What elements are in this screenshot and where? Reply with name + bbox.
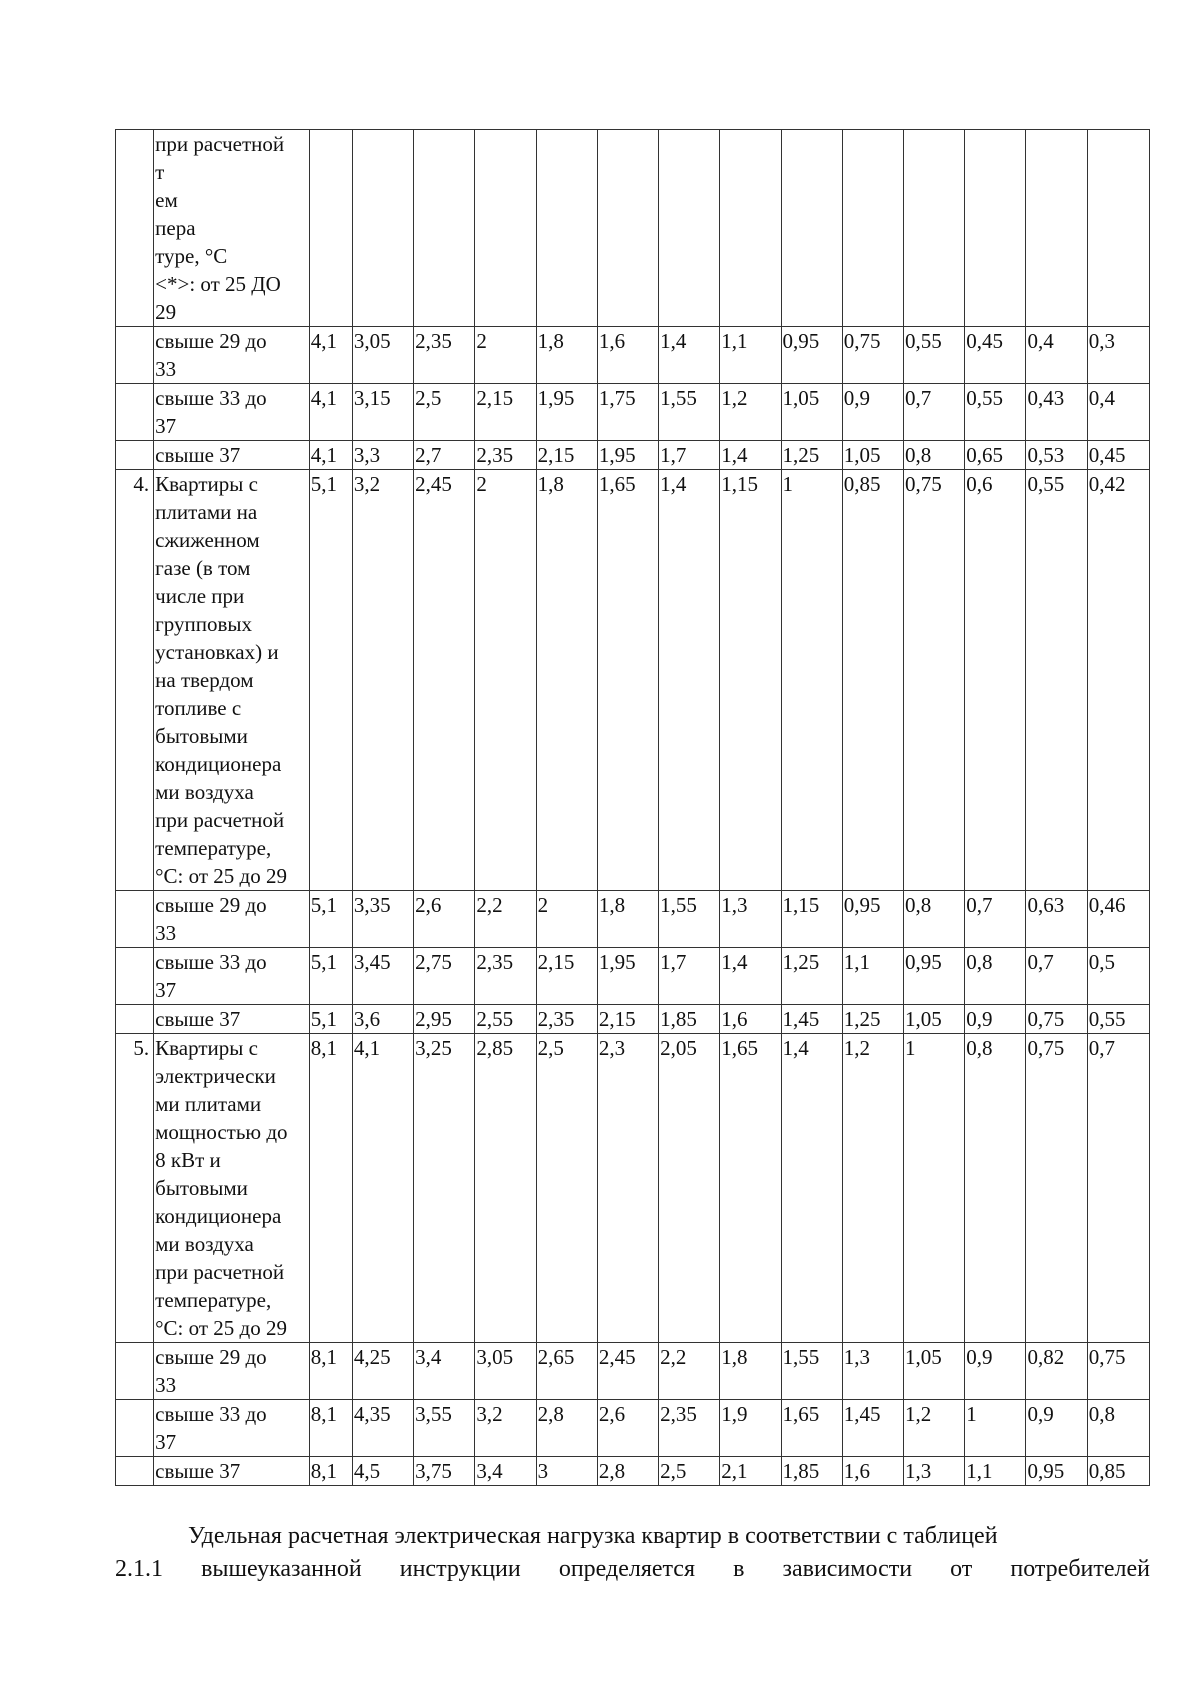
value-cell xyxy=(536,130,597,327)
table-row xyxy=(116,948,1150,1005)
value-cell: 2,15 xyxy=(536,441,597,470)
value-cell: 0,7 xyxy=(904,384,965,441)
value-cell xyxy=(965,130,1026,327)
value-cell: 1,85 xyxy=(781,1457,842,1486)
value-cell: 0,95 xyxy=(1026,1457,1087,1486)
table-row xyxy=(116,1400,1150,1457)
value-cell: 0,5 xyxy=(1087,948,1149,1005)
value-cell: 5,1 xyxy=(309,1005,352,1034)
value-cell: 1 xyxy=(904,1034,965,1343)
value-cell xyxy=(309,130,352,327)
row-number-cell xyxy=(116,130,154,327)
value-cell: 1,6 xyxy=(842,1457,903,1486)
value-cell: 1 xyxy=(965,1400,1026,1457)
value-cell: 0,55 xyxy=(1026,470,1087,891)
table-row xyxy=(116,891,1150,948)
value-cell: 0,95 xyxy=(904,948,965,1005)
value-cell: 1,05 xyxy=(904,1005,965,1034)
value-cell: 0,55 xyxy=(1087,1005,1149,1034)
value-cell: 0,9 xyxy=(1026,1400,1087,1457)
value-cell: 2 xyxy=(475,470,536,891)
value-cell: 8,1 xyxy=(309,1343,352,1400)
value-cell: 1,7 xyxy=(659,948,720,1005)
value-cell: 0,95 xyxy=(781,327,842,384)
value-cell: 3,4 xyxy=(475,1457,536,1486)
row-number-cell xyxy=(116,891,154,948)
value-cell xyxy=(352,130,413,327)
value-cell: 3,25 xyxy=(414,1034,475,1343)
value-cell: 1,4 xyxy=(720,948,781,1005)
value-cell: 2,6 xyxy=(414,891,475,948)
value-cell: 1,1 xyxy=(965,1457,1026,1486)
table-row xyxy=(116,441,1150,470)
table-row xyxy=(116,327,1150,384)
value-cell: 0,3 xyxy=(1087,327,1149,384)
row-number-cell xyxy=(116,441,154,470)
table-row xyxy=(116,1034,1150,1343)
value-cell: 2,1 xyxy=(720,1457,781,1486)
value-cell: 1,05 xyxy=(842,441,903,470)
value-cell: 1,15 xyxy=(781,891,842,948)
value-cell: 1,15 xyxy=(720,470,781,891)
value-cell: 1,2 xyxy=(842,1034,903,1343)
value-cell: 1,3 xyxy=(720,891,781,948)
row-label-cell: свыше 29 до 33 xyxy=(154,1343,310,1400)
value-cell: 1,8 xyxy=(536,327,597,384)
value-cell: 1,1 xyxy=(842,948,903,1005)
value-cell: 2,5 xyxy=(659,1457,720,1486)
value-cell: 1,2 xyxy=(904,1400,965,1457)
table-row xyxy=(116,1457,1150,1486)
value-cell xyxy=(842,130,903,327)
value-cell: 3,3 xyxy=(352,441,413,470)
row-number-cell xyxy=(116,1005,154,1034)
value-cell xyxy=(1087,130,1149,327)
value-cell: 0,42 xyxy=(1087,470,1149,891)
table-row xyxy=(116,470,1150,891)
row-label-cell: свыше 33 до 37 xyxy=(154,1400,310,1457)
value-cell: 0,7 xyxy=(1087,1034,1149,1343)
value-cell: 0,7 xyxy=(1026,948,1087,1005)
value-cell: 4,1 xyxy=(352,1034,413,1343)
row-number-cell: 5. xyxy=(116,1034,154,1343)
value-cell: 2,45 xyxy=(597,1343,658,1400)
paragraph-line-2: 2.1.1 вышеуказанной инструкции определяется в зависимости от потребителей xyxy=(115,1556,1150,1582)
value-cell: 3,75 xyxy=(414,1457,475,1486)
value-cell: 2,85 xyxy=(475,1034,536,1343)
value-cell xyxy=(904,130,965,327)
value-cell: 4,5 xyxy=(352,1457,413,1486)
value-cell: 2,75 xyxy=(414,948,475,1005)
value-cell: 0,75 xyxy=(1026,1034,1087,1343)
value-cell: 2,15 xyxy=(536,948,597,1005)
value-cell: 1,3 xyxy=(842,1343,903,1400)
value-cell: 0,8 xyxy=(904,891,965,948)
value-cell: 0,4 xyxy=(1087,384,1149,441)
value-cell: 3,6 xyxy=(352,1005,413,1034)
value-cell: 2,45 xyxy=(414,470,475,891)
value-cell: 3,05 xyxy=(475,1343,536,1400)
value-cell: 2,7 xyxy=(414,441,475,470)
value-cell: 0,9 xyxy=(842,384,903,441)
value-cell: 1,65 xyxy=(720,1034,781,1343)
value-cell: 2 xyxy=(536,891,597,948)
value-cell: 2 xyxy=(475,327,536,384)
value-cell: 1,3 xyxy=(904,1457,965,1486)
table-row xyxy=(116,1005,1150,1034)
value-cell: 1,4 xyxy=(659,470,720,891)
value-cell: 0,46 xyxy=(1087,891,1149,948)
value-cell: 1,65 xyxy=(597,470,658,891)
row-number-cell xyxy=(116,1400,154,1457)
value-cell: 4,1 xyxy=(309,384,352,441)
value-cell: 2,2 xyxy=(659,1343,720,1400)
value-cell: 2,15 xyxy=(597,1005,658,1034)
row-label-cell: свыше 29 до 33 xyxy=(154,891,310,948)
value-cell: 1,95 xyxy=(597,948,658,1005)
value-cell: 0,8 xyxy=(904,441,965,470)
value-cell: 0,7 xyxy=(965,891,1026,948)
value-cell: 5,1 xyxy=(309,948,352,1005)
value-cell: 0,75 xyxy=(1026,1005,1087,1034)
value-cell: 2,5 xyxy=(414,384,475,441)
value-cell: 2,95 xyxy=(414,1005,475,1034)
value-cell: 2,2 xyxy=(475,891,536,948)
value-cell: 2,35 xyxy=(659,1400,720,1457)
value-cell: 0,63 xyxy=(1026,891,1087,948)
row-number-cell xyxy=(116,384,154,441)
value-cell: 1,6 xyxy=(597,327,658,384)
value-cell: 3,05 xyxy=(352,327,413,384)
row-number-cell xyxy=(116,1457,154,1486)
value-cell: 2,35 xyxy=(414,327,475,384)
value-cell: 0,85 xyxy=(842,470,903,891)
value-cell: 0,55 xyxy=(904,327,965,384)
value-cell: 2,3 xyxy=(597,1034,658,1343)
load-table xyxy=(115,129,1150,1486)
value-cell: 2,6 xyxy=(597,1400,658,1457)
value-cell: 2,8 xyxy=(597,1457,658,1486)
value-cell xyxy=(659,130,720,327)
value-cell: 1,45 xyxy=(842,1400,903,1457)
value-cell: 1,45 xyxy=(781,1005,842,1034)
value-cell: 0,45 xyxy=(1087,441,1149,470)
row-label-cell: Квартиры с плитами на сжиженном газе (в том числе при групповых установках) и на твердом топливе с бытовыми кондиционера ми воздуха при расчетной температуре, °С: от 25 до 29 xyxy=(154,470,310,891)
value-cell: 0,45 xyxy=(965,327,1026,384)
value-cell: 1,25 xyxy=(781,441,842,470)
value-cell: 0,8 xyxy=(965,948,1026,1005)
value-cell: 1,25 xyxy=(842,1005,903,1034)
table-row xyxy=(116,384,1150,441)
value-cell: 5,1 xyxy=(309,891,352,948)
value-cell: 1,7 xyxy=(659,441,720,470)
value-cell: 4,1 xyxy=(309,441,352,470)
value-cell: 1 xyxy=(781,470,842,891)
value-cell xyxy=(475,130,536,327)
value-cell: 2,35 xyxy=(475,948,536,1005)
row-label-cell: свыше 37 xyxy=(154,1457,310,1486)
value-cell: 1,75 xyxy=(597,384,658,441)
table-row xyxy=(116,1343,1150,1400)
table-body xyxy=(116,130,1150,1486)
value-cell: 0,75 xyxy=(842,327,903,384)
value-cell: 1,8 xyxy=(720,1343,781,1400)
value-cell: 3,15 xyxy=(352,384,413,441)
value-cell: 4,1 xyxy=(309,327,352,384)
value-cell: 1,8 xyxy=(536,470,597,891)
value-cell: 0,8 xyxy=(965,1034,1026,1343)
value-cell: 8,1 xyxy=(309,1034,352,1343)
value-cell: 1,9 xyxy=(720,1400,781,1457)
value-cell: 1,2 xyxy=(720,384,781,441)
value-cell: 3,55 xyxy=(414,1400,475,1457)
value-cell: 0,4 xyxy=(1026,327,1087,384)
value-cell: 0,85 xyxy=(1087,1457,1149,1486)
value-cell xyxy=(597,130,658,327)
value-cell: 0,55 xyxy=(965,384,1026,441)
value-cell xyxy=(720,130,781,327)
value-cell: 0,6 xyxy=(965,470,1026,891)
value-cell: 3,35 xyxy=(352,891,413,948)
value-cell: 5,1 xyxy=(309,470,352,891)
value-cell: 2,15 xyxy=(475,384,536,441)
row-label-cell: свыше 37 xyxy=(154,441,310,470)
row-label-cell: свыше 33 до 37 xyxy=(154,384,310,441)
value-cell: 8,1 xyxy=(309,1400,352,1457)
value-cell: 1,55 xyxy=(659,891,720,948)
value-cell xyxy=(414,130,475,327)
value-cell: 2,65 xyxy=(536,1343,597,1400)
value-cell xyxy=(1026,130,1087,327)
value-cell: 0,9 xyxy=(965,1343,1026,1400)
row-label-cell: при расчетной т ем пера туре, °С <*>: от 25 ДО 29 xyxy=(154,130,310,327)
value-cell: 4,35 xyxy=(352,1400,413,1457)
value-cell: 1,55 xyxy=(781,1343,842,1400)
value-cell: 3,2 xyxy=(352,470,413,891)
value-cell: 1,4 xyxy=(659,327,720,384)
row-label-cell: свыше 33 до 37 xyxy=(154,948,310,1005)
value-cell: 1,95 xyxy=(597,441,658,470)
row-number-cell xyxy=(116,948,154,1005)
value-cell: 1,95 xyxy=(536,384,597,441)
value-cell: 8,1 xyxy=(309,1457,352,1486)
value-cell: 2,35 xyxy=(536,1005,597,1034)
value-cell xyxy=(781,130,842,327)
value-cell: 1,55 xyxy=(659,384,720,441)
value-cell: 0,75 xyxy=(1087,1343,1149,1400)
row-label-cell: свыше 37 xyxy=(154,1005,310,1034)
value-cell: 0,65 xyxy=(965,441,1026,470)
value-cell: 3,2 xyxy=(475,1400,536,1457)
value-cell: 3,45 xyxy=(352,948,413,1005)
row-label-cell: Квартиры с электрически ми плитами мощностью до 8 кВт и бытовыми кондиционера ми воздуха при расчетной температуре, °С: от 25 до 29 xyxy=(154,1034,310,1343)
value-cell: 2,05 xyxy=(659,1034,720,1343)
value-cell: 3 xyxy=(536,1457,597,1486)
value-cell: 0,75 xyxy=(904,470,965,891)
value-cell: 2,55 xyxy=(475,1005,536,1034)
row-number-cell xyxy=(116,1343,154,1400)
value-cell: 1,4 xyxy=(720,441,781,470)
paragraph-line-1: Удельная расчетная электрическая нагрузка квартир в соответствии с таблицей xyxy=(188,1523,998,1549)
value-cell: 0,82 xyxy=(1026,1343,1087,1400)
value-cell: 0,53 xyxy=(1026,441,1087,470)
value-cell: 4,25 xyxy=(352,1343,413,1400)
value-cell: 0,8 xyxy=(1087,1400,1149,1457)
value-cell: 2,5 xyxy=(536,1034,597,1343)
value-cell: 1,05 xyxy=(904,1343,965,1400)
value-cell: 0,95 xyxy=(842,891,903,948)
value-cell: 1,6 xyxy=(720,1005,781,1034)
value-cell: 1,25 xyxy=(781,948,842,1005)
row-number-cell xyxy=(116,327,154,384)
table-row xyxy=(116,130,1150,327)
row-number-cell: 4. xyxy=(116,470,154,891)
value-cell: 1,85 xyxy=(659,1005,720,1034)
value-cell: 2,35 xyxy=(475,441,536,470)
value-cell: 1,8 xyxy=(597,891,658,948)
value-cell: 0,9 xyxy=(965,1005,1026,1034)
value-cell: 2,8 xyxy=(536,1400,597,1457)
row-label-cell: свыше 29 до 33 xyxy=(154,327,310,384)
value-cell: 1,1 xyxy=(720,327,781,384)
value-cell: 1,65 xyxy=(781,1400,842,1457)
value-cell: 3,4 xyxy=(414,1343,475,1400)
value-cell: 1,4 xyxy=(781,1034,842,1343)
value-cell: 0,43 xyxy=(1026,384,1087,441)
value-cell: 1,05 xyxy=(781,384,842,441)
